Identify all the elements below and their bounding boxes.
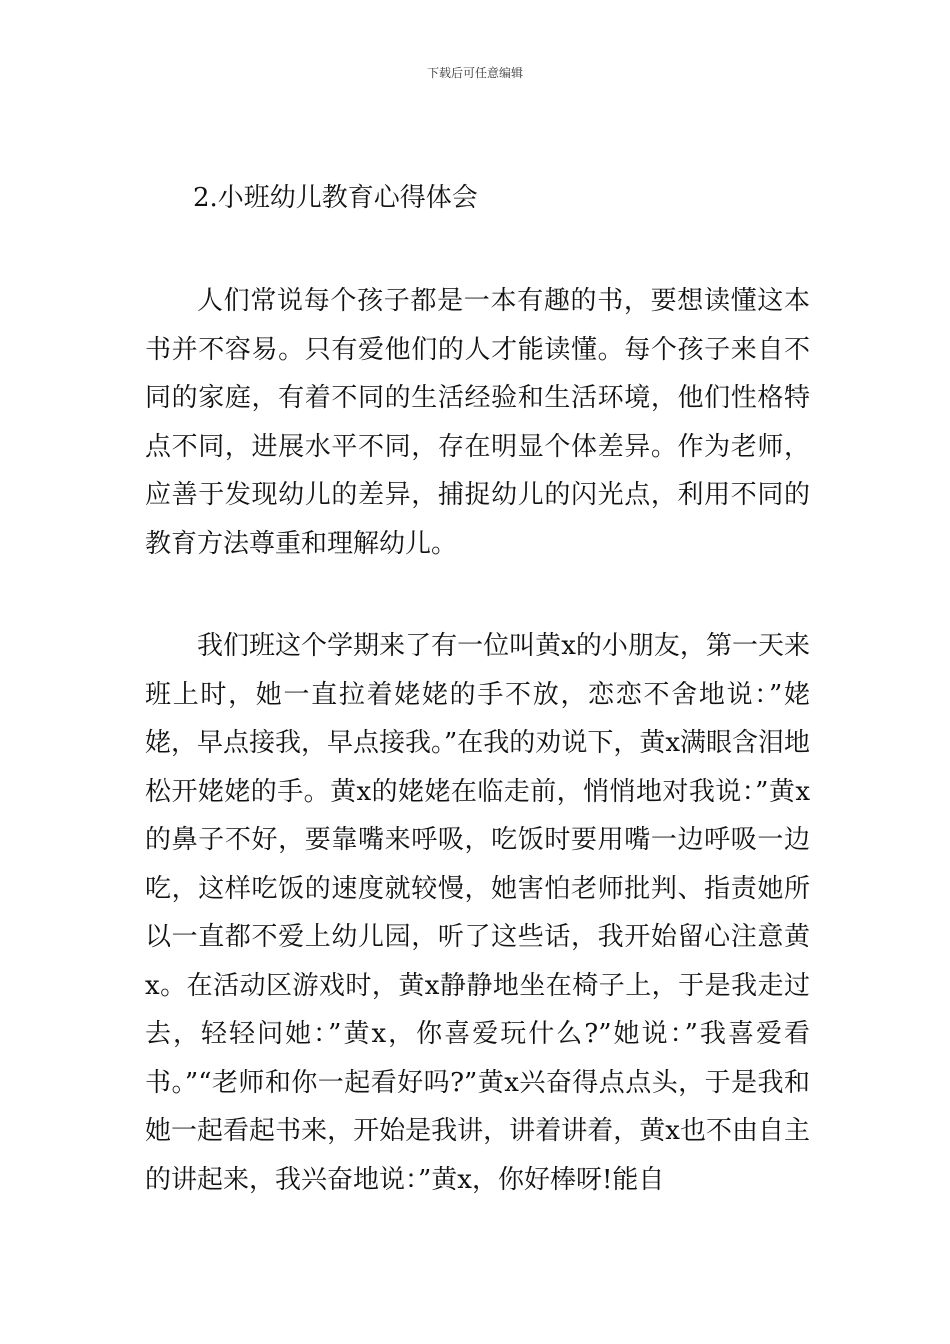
paragraph-1: 人们常说每个孩子都是一本有趣的书，要想读懂这本书并不容易。只有爱他们的人才能读懂。每个孩子来自不同的家庭，有着不同的生活经验和生活环境，他们性格特点不同，进展水平不同，存在明显个体差异。作为老师，应善于发现幼儿的差异，捕捉幼儿的闪光点，利用不同的教育方法尊重和理解幼儿。 bbox=[145, 286, 810, 559]
document-title: 2.小班幼儿教育心得体会 bbox=[193, 183, 478, 213]
paragraph-2: 我们班这个学期来了有一位叫黄x的小朋友，第一天来班上时，她一直拉着姥姥的手不放，恋恋不舍地说：”姥姥，早点接我，早点接我。”在我的劝说下，黄x满眼含泪地松开姥姥的手。黄x的姥姥在临走前，悄悄地对我说：”黄x的鼻子不好，要靠嘴来呼吸，吃饭时要用嘴一边呼吸一边吃，这样吃饭的速度就较慢，她害怕老师批判、指责她所以一直都不爱上幼儿园，听了这些话，我开始留心注意黄x。在活动区游戏时，黄x静静地坐在椅子上，于是我走过去，轻轻问她：”黄x，你喜爱玩什么?”她说：”我喜爱看书。”“老师和你一起看好吗?”黄x兴奋得点点头，于是我和她一起看起书来，开始是我讲，讲着讲着，黄x也不由自主的讲起来，我兴奋地说：”黄x，你好棒呀!能自 bbox=[145, 631, 810, 1195]
page-header-note: 下载后可任意编辑 bbox=[426, 66, 523, 80]
